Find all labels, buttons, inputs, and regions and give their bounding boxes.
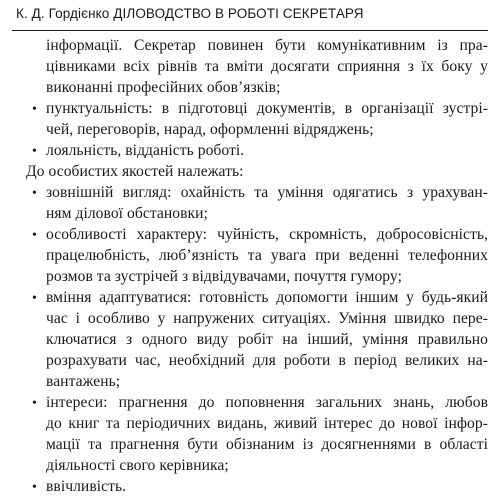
list-item-line: розмов та зустрічей з відвідувачами, почуття гумору; [46, 268, 402, 285]
list-item-line: вантажень; [46, 373, 121, 390]
list-item-line: особливості характеру: чуйність, скромність, добросовісність, [46, 226, 488, 243]
list-item-line: до книг та періодичних видань, живий інтерес до нової інфор- [46, 415, 488, 432]
list-item-line: чей, переговорів, нарад, оформленні відряджень; [46, 121, 374, 138]
bullet-marker: • [32, 144, 37, 159]
list-item-line: розрахувати час, необхідний для роботи в період великих на- [46, 352, 488, 369]
list-item-line: зовнішній вигляд: охайність та уміння одягатись з урахуван- [46, 184, 488, 201]
list-item-line: працелюбність, люб’язність та увага при веденні телефонних [46, 247, 488, 264]
bullet-marker: • [32, 102, 37, 117]
text-line: виконанні професійних обов’язків; [46, 79, 281, 96]
list-item-line: вміння адаптуватися: готовність допомогти іншим у будь-який [46, 289, 488, 306]
bullet-marker: • [32, 480, 37, 495]
text-line: цівниками всіх рівнів та вміти досягати сприяння з їх боку у [46, 58, 488, 75]
list-item-line: час і особливо у напружених ситуаціях. Уміння швидко пере- [46, 310, 488, 327]
section-intro: До особистих якостей належать: [26, 163, 244, 180]
list-item-line: ключатися з одного виду робіт на інший, уміння правильно [46, 331, 488, 348]
bullet-marker: • [32, 186, 37, 201]
list-item-line: пунктуальність: в підготовці документів, в організації зустрі- [46, 100, 488, 117]
list-item-line: інтереси: прагнення до поповнення загальних знань, любов [46, 394, 488, 411]
bullet-marker: • [32, 291, 37, 306]
text-line: інформації. Секретар повинен бути комунікативним із пра- [46, 37, 488, 54]
list-item-line: ввічливість. [46, 478, 127, 495]
bullet-marker: • [32, 228, 37, 243]
running-head: К. Д. Гордієнко ДІЛОВОДСТВО В РОБОТІ СЕКРЕТАРЯ [16, 6, 364, 21]
bullet-marker: • [32, 396, 37, 411]
list-item-line: ням ділової обстановки; [46, 205, 208, 222]
header-divider [12, 30, 488, 31]
list-item-line: лояльність, відданість роботі. [46, 142, 245, 159]
list-item-line: мації та прагнення бути обізнаним із досягненнями в області [46, 436, 488, 453]
list-item-line: діяльності свого керівника; [46, 457, 229, 474]
